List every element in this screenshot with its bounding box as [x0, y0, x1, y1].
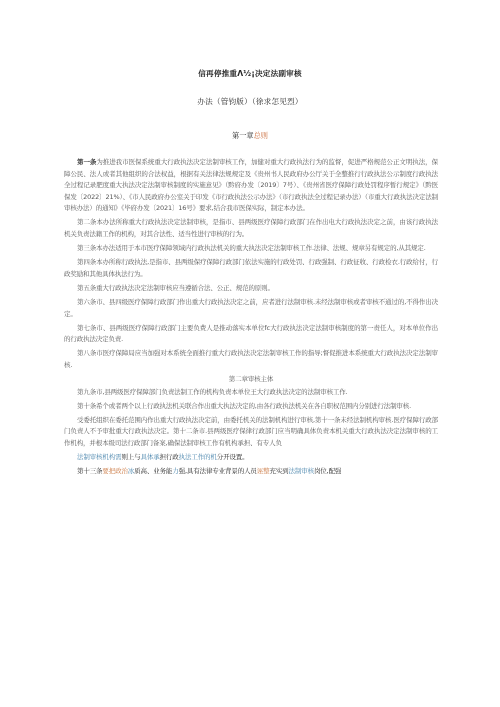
article-5: 第五条重大行政执法决定法制审核应当遵循合法、公正、规范的原则。 [77, 283, 274, 292]
text-run: 分开设置。 [216, 453, 249, 462]
document-title: 信再停推重Λ½¡决定法副审核 [198, 69, 302, 78]
text-run: 业背景的人员 [218, 467, 257, 476]
article-13 [64, 466, 438, 478]
text-run: 担行政 [159, 453, 179, 462]
text-run: 冰 [127, 467, 135, 476]
chapter-2-heading: 第二章审核主体 [228, 375, 274, 384]
article-1 [64, 157, 438, 215]
article-9: 第九条市,县两级医疗保障部门负责法制工作的机构负责本单位王大行政执法决定的法制审核工作. [77, 387, 348, 396]
article-6: 第六条市、县四级医疗保障行政部门作出重大行政执法决定之前，应者进行法制审核.未经法制审核或者审核不通过的,不得作出决定。 [64, 298, 438, 318]
text-run: 诬整 [256, 467, 270, 476]
article-1-lead: 第一条 [77, 158, 97, 166]
text-run: 充实到 [269, 467, 289, 476]
text-run: 要把政治 [102, 467, 128, 476]
text-run: 岗位,配强 [313, 467, 342, 476]
text-run: 则上与 [121, 453, 141, 462]
text-run: 第十三条 [77, 467, 103, 476]
document-body [64, 157, 438, 480]
article-7: 第七条市、县两级医疗保障行政部门主要负费人是推动落实本单位fc大行政执法决定法制审核制度的第一责任人，对本单位作出的行政执法决定负责. [64, 323, 438, 344]
article-1-text: 为推进我市医保系统重大行政执法决定法制审核工作，加健对重大行政执法行为的监督，促进严格规范公正文明执法，保障公民、法人或者其他组织的合法权益，根据有关法律法规规定及《贵州书人民政府办公厅关于全整推行行政执法公示制度行政执法全过程记录肥度重大执法决定法制审核制度的实施意见》（黔府办发〔2019〕7号）、《贵州省医疗保障行政处罚程序暂行规定》（黔医保发〔2022〕21%）、《市人民政府办公室关于印发《市行政执法公示办法》（市行政执法全过程记录办法）（市重大行政执法决定法制审核办法）的通知》《毕府办发〔2021〕16号》要求,结合我市医保实际，制定本办法。 [64, 158, 438, 213]
article-4: 第四条本办所称行政执法,是指市、县两级保疗保障行政部门依法实施的行政处罚、行政强制、行政征收、行政检衣.行政给付，行政奖励和其他具体执法行为。 [64, 258, 438, 278]
article-2: 第二条本办法所称重大行政执法决定法制审核，是指市、县两级医疗保障行政部门在作出电大行政执法决定之前，由该行政执法机关负责法籍工作的机构，对其合法性、适当性进行审核的行为。 [64, 218, 438, 239]
text-run: 质高、业务能 [134, 467, 173, 476]
chapter-1-label: 第一章 [232, 131, 254, 140]
article-10: 第十条希个或者两个以上行政执法机关联合作出重大执法决定的,由各行政执法机关在各自职权范围内分别进行法制审核. [77, 401, 412, 410]
text-run: 强,具有法律专 [178, 467, 219, 476]
text-run: 力 [172, 467, 179, 476]
chapter-1-heading [0, 131, 500, 141]
chapter-1-title: 总则 [253, 131, 268, 140]
article-8: 第八条市医疗保障局应当加强对本系统全面推行重大行政执法决定法制审核工作的指导;督促推进本系统重大行政执法决定法制审核. [64, 349, 438, 369]
text-run: 具体承 [140, 453, 160, 462]
article-11-12: 受委托组织在委托范围内作出重大行政执法决定前，由委托机关的法制机构进行审核,第十一条未经法制机构审核.医疗保障行政部门负责人不予审批重大行政执法决定。第十二条市.县两级医疗保律行政部门应当明确具体负责本机关重大行政执法决定法制审核的工作机构，并根本级司法行政部门备案,确保法制审核工作有机构承担、有专人负 [64, 415, 438, 448]
document-subtitle: 办法（管钧版）（徐求怎见烈） [197, 97, 303, 106]
text-run: 法制审核 [288, 467, 314, 476]
article-12-continued [64, 452, 438, 464]
text-run: 法制审核机构需 [77, 453, 122, 462]
article-3: 第三条本办法适用于本市医疗保障领域内行政执法机关的重大执法决定法制审核工作.法律、法规、规章另有规定的,从其规定. [77, 244, 426, 253]
text-run: 执法工作的机 [178, 453, 217, 462]
